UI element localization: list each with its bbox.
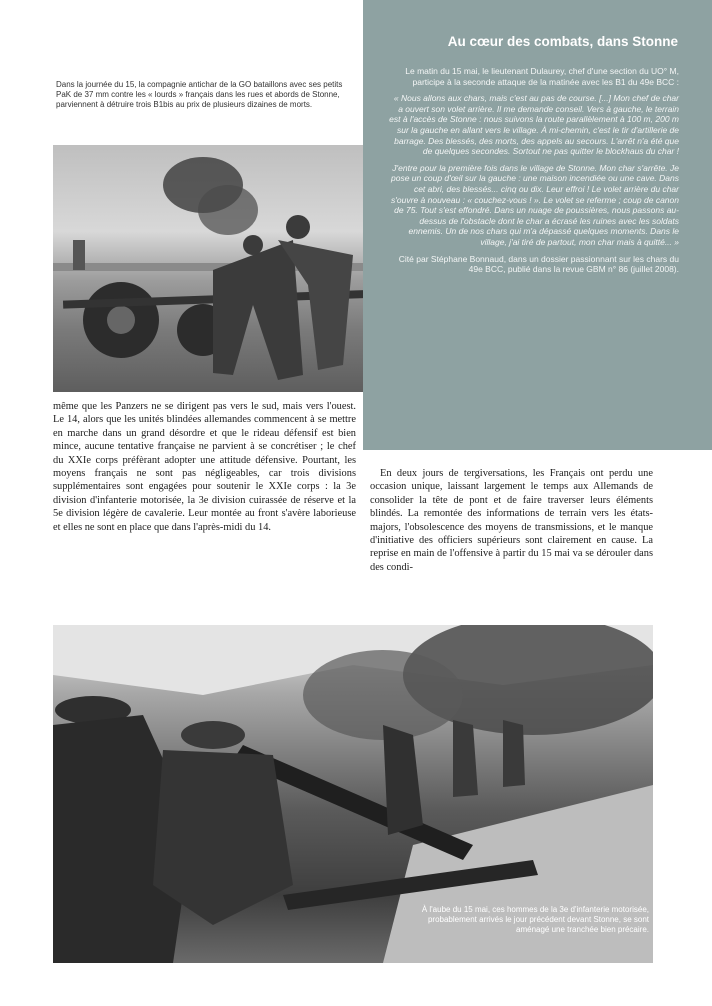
antitank-gun-illustration: [53, 145, 390, 392]
sidebar-quote-1: « Nous allons aux chars, mais c'est au pas de course. [...] Mon chef de char a ouvert son volet arrière. Il me demande conseil. Vers à gauche, le terrain est à l'accès de Stonne : nous suivons la route parallèlement à 100 m, 200 m sur la gauche en allant vers le village. À mi-chemin, c'est le tir d'artillerie de barrage. Des blessés, des morts, des appels au secours. L'arrêt n'a été que de quelques secondes. Sortout ne pas quitter le blockhaus du char !: [389, 93, 679, 157]
article-column-right: En deux jours de tergiversations, les Français ont perdu une occasion unique, laissant largement le temps aux Allemands de consolider la tête de pont et de faire traverser leurs éléments blindés. La remontée des informations de terrain vers les états-majors, l'obsolescence des moyens de transmissions, et le manque d'initiative des officiers supérieurs sont clairement en cause. La reprise en main de l'offensive à partir du 15 mai va se dérouler dans des condi-: [370, 468, 653, 573]
sidebar-box: [363, 0, 712, 450]
sidebar-body: [387, 66, 679, 281]
sidebar-title: Au cœur des combats, dans Stonne: [447, 34, 678, 49]
sidebar-source: Cité par Stéphane Bonnaud, dans un dossier passionnant sur les chars du 49e BCC, publié dans la revue GBM n° 86 (juillet 2008).: [398, 253, 679, 275]
sidebar-quote-2: J'entre pour la première fois dans le village de Stonne. Mon char s'arrête. Je pose un coup d'œil sur la gauche : une maison incendiée ou une cave. Dans cet abri, des blessés... cinq ou dix. Leur effroi ! Le volet arrière du char s'ouvre à nouveau : « couchez-vous ! ». Le volet se referme ; coup de canon de 75. Tout s'est effondré. Dans un nuage de poussières, nous passons au-dessus de l'obstacle dont le char a écrasé les ruines avec les soldats ennemis. Un de nos chars qui m'a dépassé quelques moments. Dans le village, j'ai tiré de partout, mon char mais à quitté... »: [391, 162, 679, 247]
photo-antitank-gun: [53, 145, 390, 392]
sidebar-intro: Le matin du 15 mai, le lieutenant Dulaurey, chef d'une section du UO° M, participe à la seconde attaque de la matinée avec les B1 du 49e BCC :: [405, 66, 679, 87]
photo-caption-bottom: À l'aube du 15 mai, ces hommes de la 3e d'infanterie motorisée, probablement arrivés le jour précédent devant Stonne, se sont aménagé une tranchée bien précaire.: [421, 905, 649, 934]
photo-caption-top: Dans la journée du 15, la compagnie antichar de la GO bataillons avec ses petits PaK de 37 mm contre les « lourds » français dans les rues et abords de Stonne, parviennent à détruire trois B1bis au prix de plusieurs dizaines de morts.: [56, 80, 343, 109]
article-column-left: même que les Panzers ne se dirigent pas vers le sud, mais vers l'ouest. Le 14, alors que les unités blindées allemandes commencent à se mettre en marche dans un grand désordre et que le rideau défensif est bien mince, aucune tentative française ne parvient à se concrétiser ; le chef du XXIe corps préfèrant adopter une attitude défensive. Pourtant, les moyens français ne sont pas négligeables, car trois divisions supplémentaires sont engagées pour soutenir le XXIe corps : la 3e division d'infanterie motorisée, la 3e division cuirassée de réserve et la 5e division légère de cavalerie. Leur montée au front s'avère laborieuse et elles ne sont en place que dans l'après-midi du 14.: [53, 401, 356, 533]
